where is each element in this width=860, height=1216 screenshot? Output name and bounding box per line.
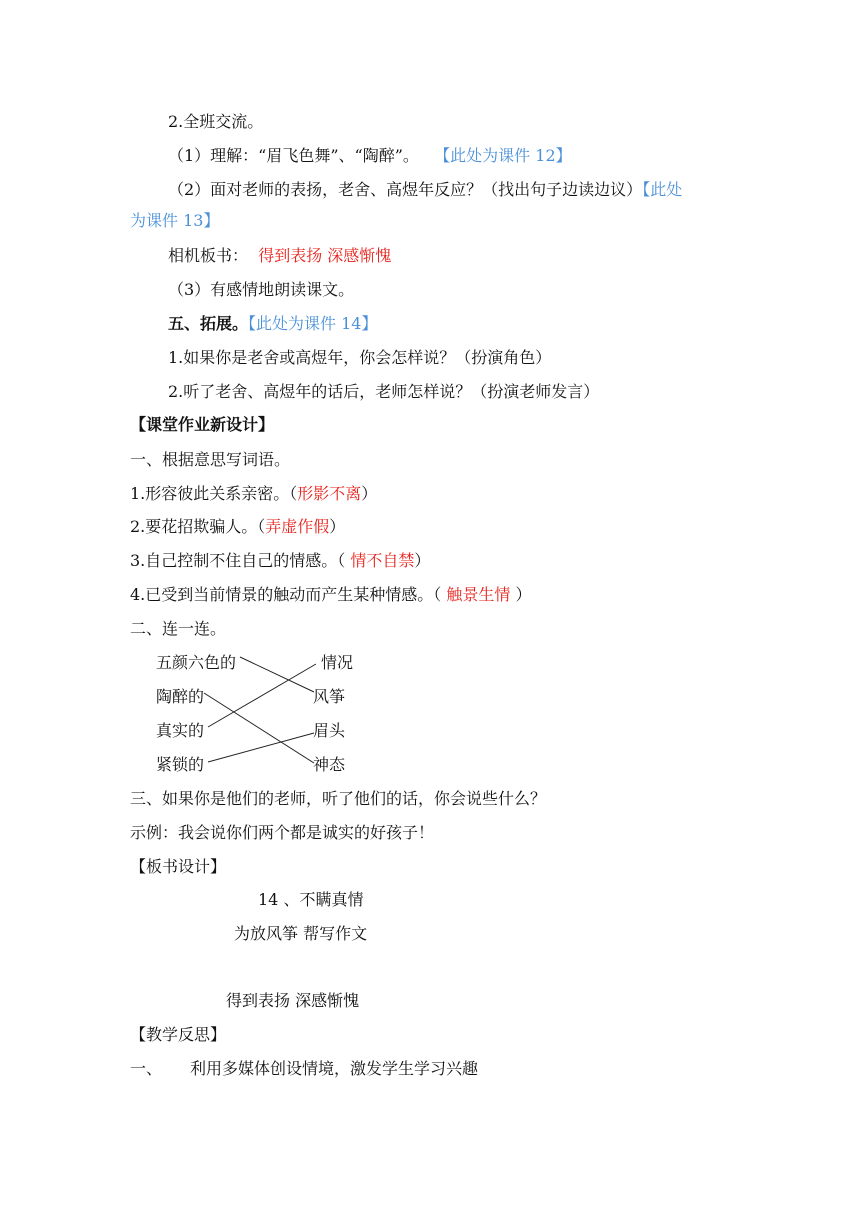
extension-q2: 2.听了老舍、高煜年的话后，老师怎样说？（扮演老师发言） [168,382,600,401]
match-right-1: 情况 [321,653,354,672]
item-answer: 触景生情 [446,585,511,604]
board-note-label: 相机板书： [168,246,249,265]
item-prompt: 1.形容彼此关系亲密。（ [130,484,298,503]
section-5-heading: 五、拓展。 [168,314,249,333]
reflection-item-1-text: 利用多媒体创设情境，激发学生学习兴趣 [190,1059,479,1078]
board-design-line-3: 得到表扬 深感惭愧 [226,991,360,1010]
match-line-3 [208,664,316,727]
item-close: ） [329,517,346,536]
item-close: ） [361,484,378,503]
item-prompt: 3.自己控制不住自己的情感。（ [130,551,351,570]
item-answer: 情不自禁 [350,551,415,570]
item-answer: 形影不离 [297,484,362,503]
match-right-3: 眉头 [313,721,346,740]
homework-example: 示例：我会说你们两个都是诚实的好孩子！ [130,823,435,842]
board-note-value: 得到表扬 深感惭愧 [258,246,392,265]
match-right-4: 神态 [313,755,346,774]
board-design-line-2: 为放风筝 帮写作文 [234,924,368,943]
step-2-heading: 2.全班交流。 [168,112,264,131]
reflection-title: 【教学反思】 [130,1025,227,1044]
item-close: ） [510,585,532,604]
board-design-line-1: 14 、不瞒真情 [258,890,364,909]
match-line-4 [208,733,314,762]
match-left-2: 陶醉的 [156,687,205,706]
item-answer: 弄虚作假 [265,517,330,536]
match-left-1: 五颜六色的 [156,653,237,672]
board-design-title: 【板书设计】 [130,857,227,876]
match-line-2 [204,693,314,763]
step-2-item-3: （3）有感情地朗读课文。 [168,280,355,299]
match-left-4: 紧锁的 [156,755,205,774]
match-left-3: 真实的 [156,721,205,740]
homework-title: 【课堂作业新设计】 [130,415,275,434]
item-prompt: 4.已受到当前情景的触动而产生某种情感。（ [130,585,447,604]
homework-part-2-heading: 二、连一连。 [130,619,227,638]
match-right-2: 风筝 [313,687,346,706]
reflection-item-1-number: 一、 [130,1059,163,1078]
courseware-ref-13-a: 【此处 [642,180,683,199]
item-prompt: 2.要花招欺骗人。（ [130,517,266,536]
extension-q1: 1.如果你是老舍或高煜年，你会怎样说？（扮演角色） [168,348,552,367]
item-1-text: （1）理解：“眉飞色舞”、“陶醉”。 [168,146,419,165]
homework-part-3-heading: 三、如果你是他们的老师，听了他们的话，你会说些什么？ [130,789,547,808]
courseware-ref-14: 【此处为课件 14】 [248,314,378,333]
courseware-ref-12: 【此处为课件 12】 [434,146,572,165]
item-2-text: （2）面对老师的表扬，老舍、高煜年反应？（找出句子边读边议） [168,180,643,199]
item-close: ） [414,551,431,570]
courseware-ref-13-b: 为课件 13】 [130,211,220,230]
homework-part-1-heading: 一、根据意思写词语。 [130,450,291,469]
